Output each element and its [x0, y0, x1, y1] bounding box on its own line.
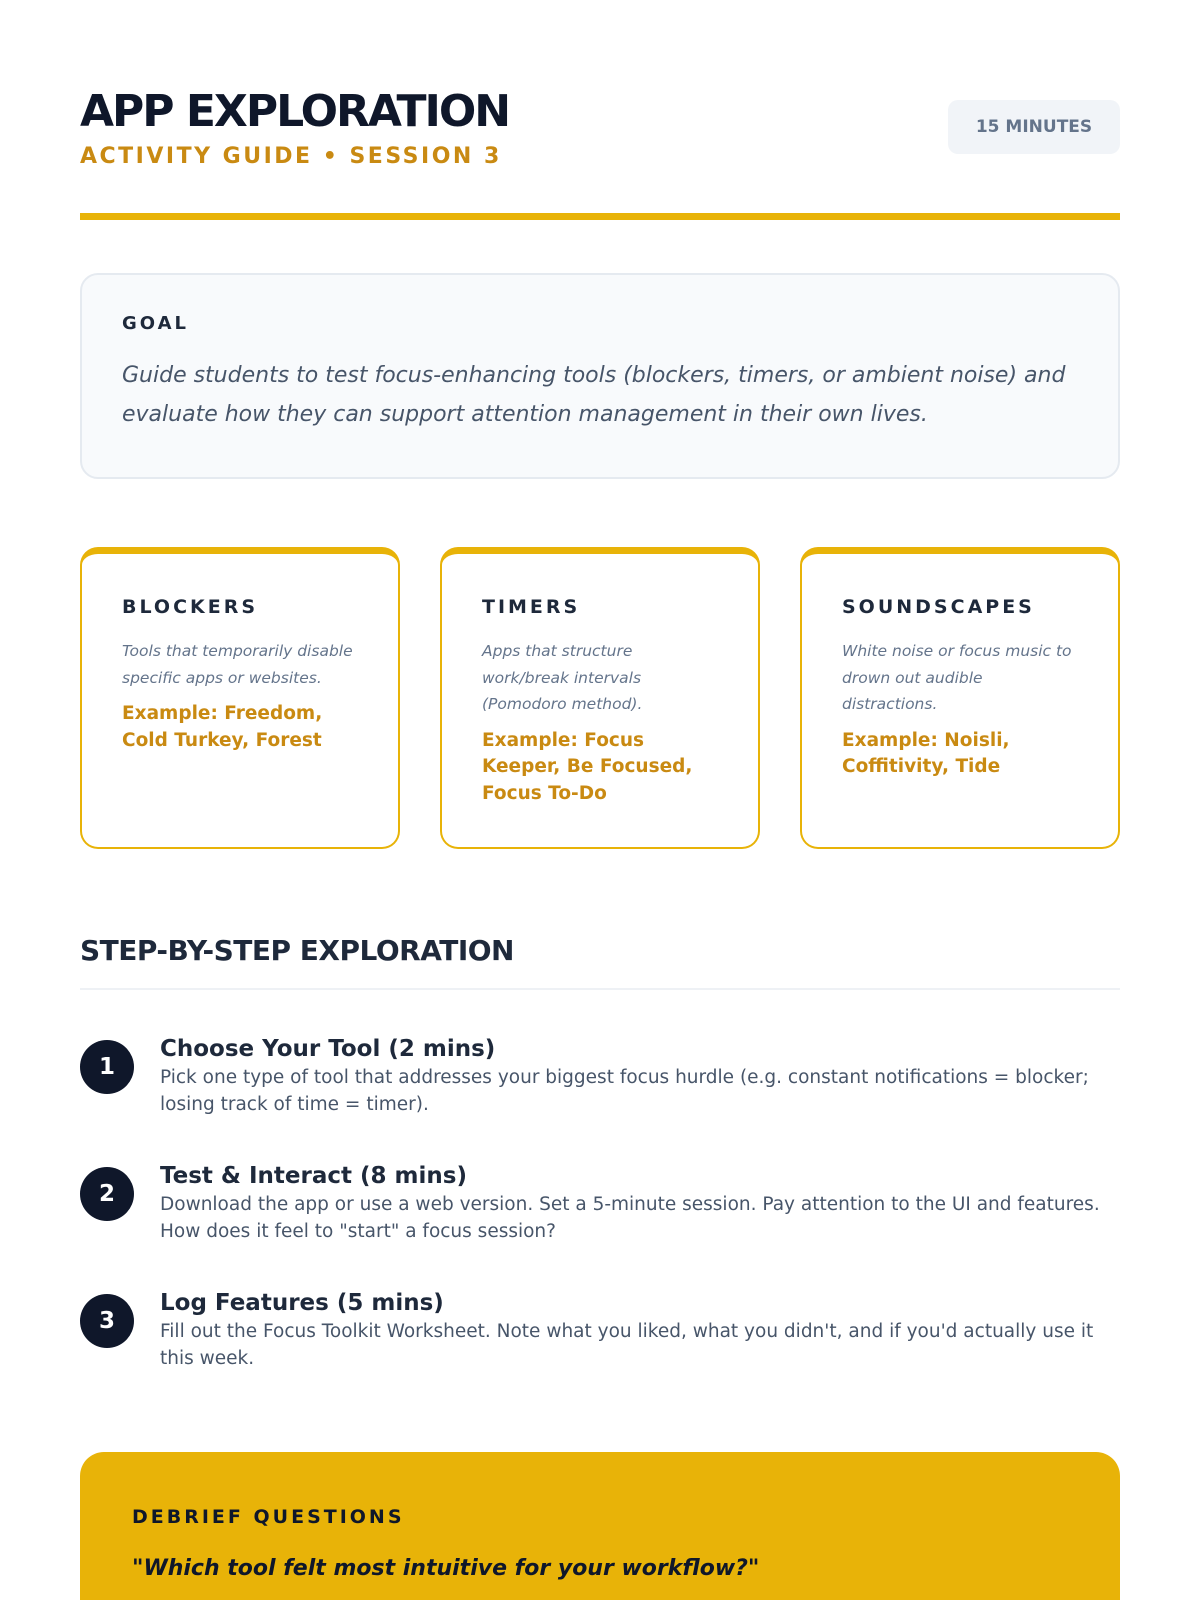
step-body — [160, 1034, 1120, 1118]
card-timers — [440, 547, 760, 849]
card-example: Example: Freedom, Cold Turkey, Forest — [122, 703, 323, 751]
step-number-badge: 3 — [80, 1294, 134, 1348]
step-item-1 — [80, 1034, 1120, 1124]
debrief-label: DEBRIEF QUESTIONS — [132, 1506, 405, 1528]
step-title: Choose Your Tool (2 mins) — [160, 1036, 496, 1062]
card-blockers — [80, 547, 400, 849]
step-title: Test & Interact (8 mins) — [160, 1163, 467, 1189]
step-number-badge: 1 — [80, 1040, 134, 1094]
step-text: Fill out the Focus Toolkit Worksheet. Note what you liked, what you didn't, and if you'd actually use it this week. — [160, 1321, 1094, 1369]
card-soundscapes — [800, 547, 1120, 849]
step-text: Download the app or use a web version. Set a 5-minute session. Pay attention to the UI and features. How does it feel to "start" a focus session? — [160, 1194, 1100, 1242]
card-description: Apps that structure work/break intervals (Pomodoro method). — [482, 642, 643, 713]
step-title: Log Features (5 mins) — [160, 1290, 444, 1316]
tool-cards — [80, 547, 1120, 849]
card-title: BLOCKERS — [122, 596, 259, 618]
card-description: Tools that temporarily disable specific apps or websites. — [122, 642, 353, 687]
card-example: Example: Noisli, Coffitivity, Tide — [842, 729, 1010, 777]
card-example: Example: Focus Keeper, Be Focused, Focus To-Do — [482, 729, 693, 804]
debrief-question: "Which tool felt most intuitive for your workflow?" — [132, 1556, 760, 1581]
duration-badge: 15 MINUTES — [948, 100, 1120, 154]
card-title: TIMERS — [482, 596, 581, 618]
page-title: APP EXPLORATION — [80, 86, 510, 137]
step-body — [160, 1288, 1120, 1372]
steps-divider — [80, 988, 1120, 990]
goal-label: GOAL — [122, 313, 189, 334]
step-item-2 — [80, 1161, 1120, 1251]
step-number-badge: 2 — [80, 1167, 134, 1221]
page-header — [80, 84, 1120, 184]
header-divider — [80, 213, 1120, 220]
debrief-box — [80, 1452, 1120, 1600]
card-title: SOUNDSCAPES — [842, 596, 1035, 618]
page-subtitle: ACTIVITY GUIDE • SESSION 3 — [80, 144, 502, 169]
card-description: White noise or focus music to drown out audible distractions. — [842, 642, 1072, 713]
step-body — [160, 1161, 1120, 1245]
step-item-3 — [80, 1288, 1120, 1378]
step-text: Pick one type of tool that addresses your biggest focus hurdle (e.g. constant notifications = blocker; losing track of time = timer). — [160, 1067, 1089, 1115]
goal-text: Guide students to test focus-enhancing tools (blockers, timers, or ambient noise) and evaluate how they can support attention management in their own lives. — [122, 363, 1066, 427]
steps-heading: STEP-BY-STEP EXPLORATION — [80, 934, 514, 967]
goal-box — [80, 273, 1120, 479]
